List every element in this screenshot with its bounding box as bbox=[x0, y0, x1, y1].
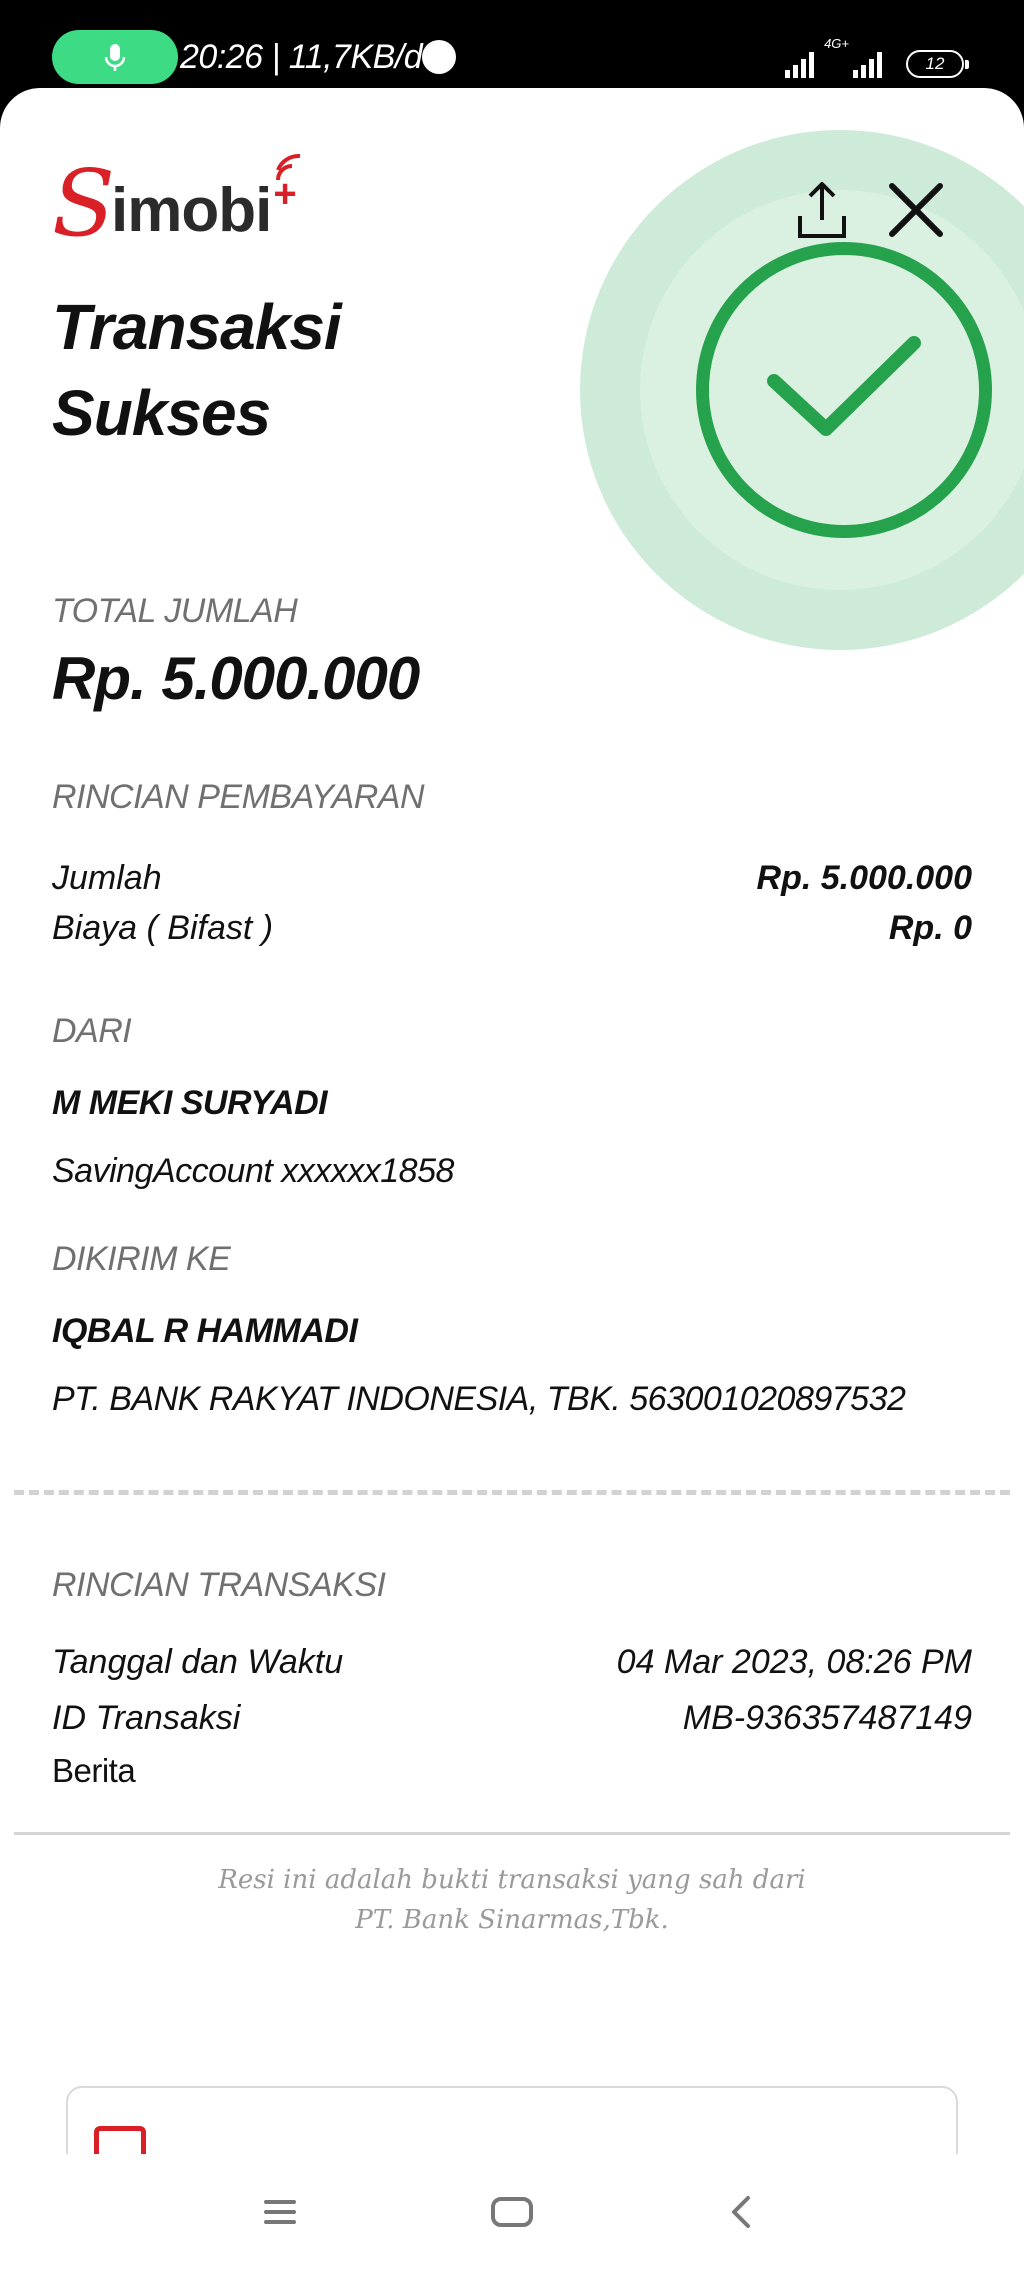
payment-row-value: Rp. 0 bbox=[888, 908, 972, 947]
home-button[interactable] bbox=[482, 2182, 542, 2242]
close-button[interactable] bbox=[886, 180, 946, 240]
bottom-card[interactable] bbox=[66, 2086, 958, 2154]
receipt-note: Resi ini adalah bukti transaksi yang sah dari PT. Bank Sinarmas,Tbk. bbox=[218, 1865, 806, 1935]
share-icon bbox=[792, 178, 852, 242]
transaction-details-label: RINCIAN TRANSAKSI bbox=[52, 1566, 386, 1604]
transaction-row bbox=[52, 1696, 972, 1740]
signal-icon bbox=[785, 50, 814, 78]
simobi-logo: S imobi + bbox=[52, 150, 297, 250]
payment-row-label: Biaya ( Bifast ) bbox=[52, 908, 274, 947]
divider bbox=[14, 1832, 1010, 1835]
payment-row bbox=[52, 856, 972, 900]
transaction-row-label: Tanggal dan Waktu bbox=[52, 1642, 344, 1681]
transaction-row-value: MB-936357487149 bbox=[682, 1698, 972, 1737]
transaction-row bbox=[52, 1640, 972, 1684]
payment-details-label: RINCIAN PEMBAYARAN bbox=[52, 778, 425, 816]
payment-row-value: Rp. 5.000.000 bbox=[756, 858, 972, 897]
signal-waves-icon bbox=[270, 150, 320, 190]
back-button[interactable] bbox=[712, 2182, 772, 2242]
divider-dashed bbox=[14, 1490, 1010, 1495]
from-label: DARI bbox=[52, 1012, 132, 1050]
payment-row-label: Jumlah bbox=[52, 858, 162, 897]
success-check-circle bbox=[696, 242, 992, 538]
back-icon bbox=[712, 2182, 772, 2242]
share-button[interactable] bbox=[792, 178, 852, 242]
sender-name: M MEKI SURYADI bbox=[52, 1084, 328, 1122]
battery-icon: 12 bbox=[906, 50, 964, 78]
data-saver-icon bbox=[422, 40, 456, 74]
total-label: TOTAL JUMLAH bbox=[52, 592, 298, 630]
total-amount: Rp. 5.000.000 bbox=[52, 645, 420, 712]
menu-button[interactable] bbox=[250, 2182, 310, 2242]
transaction-row-value: 04 Mar 2023, 08:26 PM bbox=[616, 1642, 972, 1681]
close-icon bbox=[886, 180, 946, 240]
receipt-sheet bbox=[0, 88, 1024, 2154]
microphone-icon bbox=[99, 41, 131, 73]
home-icon bbox=[482, 2182, 542, 2242]
sender-account: SavingAccount xxxxxx1858 bbox=[52, 1152, 454, 1190]
status-time-speed: 20:26 | 11,7KB/d bbox=[180, 38, 423, 76]
transaction-row-label: ID Transaksi bbox=[52, 1698, 241, 1737]
recipient-bank: PT. BANK RAKYAT INDONESIA, TBK. 563001020897532 bbox=[52, 1380, 906, 1418]
signal-icon bbox=[853, 50, 882, 78]
note-label: Berita bbox=[52, 1752, 136, 1789]
system-nav-bar bbox=[0, 2154, 1024, 2276]
to-label: DIKIRIM KE bbox=[52, 1240, 231, 1278]
mic-indicator bbox=[52, 30, 178, 84]
network-type: 4G+ bbox=[824, 36, 849, 51]
checkmark-icon bbox=[764, 333, 924, 443]
recipient-name: IQBAL R HAMMADI bbox=[52, 1312, 358, 1350]
status-indicators bbox=[785, 36, 964, 78]
page-title: Transaksi Sukses bbox=[52, 291, 341, 449]
menu-icon bbox=[250, 2182, 310, 2242]
payment-row bbox=[52, 906, 972, 950]
card-icon bbox=[94, 2126, 146, 2154]
